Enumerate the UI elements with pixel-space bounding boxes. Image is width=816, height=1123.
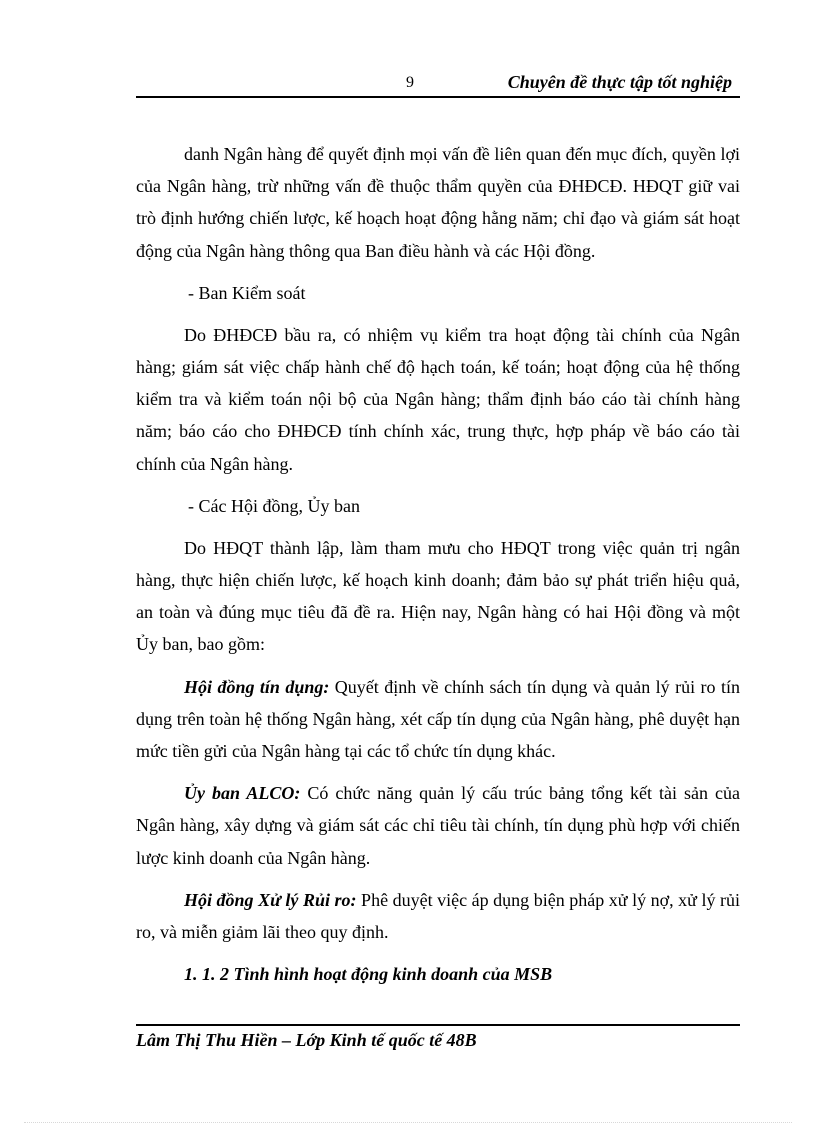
item-hoi-dong-tin-dung-label: Hội đồng tín dụng: bbox=[184, 676, 330, 697]
paragraph-hoi-dong-uy-ban: Do HĐQT thành lập, làm tham mưu cho HĐQT trong việc quản trị ngân hàng, thực hiện chiến lược, kế hoạch kinh doanh; đảm bảo sự phát triển hiệu quả, an toàn và đúng mục tiêu đã đề ra. Hiện nay, Ngân hàng có hai Hội đồng và một Ủy ban, bao gồm: bbox=[136, 537, 740, 655]
item-hoi-dong-xu-ly-rui-ro-label: Hội đồng Xử lý Rủi ro: bbox=[184, 889, 357, 910]
item-uy-ban-alco-text: Có chức năng quản lý cấu trúc bảng tổng kết tài sản của Ngân hàng, xây dựng và giám sát các chỉ tiêu tài chính, tín dụng phù hợp với chiến lược kinh doanh của Ngân hàng. bbox=[136, 783, 740, 868]
item-hoi-dong-xu-ly-rui-ro bbox=[136, 884, 740, 948]
page-number: 9 bbox=[406, 74, 414, 91]
bullet-ban-kiem-soat: - Ban Kiểm soát bbox=[188, 282, 306, 303]
header-rule bbox=[136, 96, 740, 98]
paragraph-ban-kiem-soat: Do ĐHĐCĐ bầu ra, có nhiệm vụ kiểm tra hoạt động tài chính của Ngân hàng; giám sát việc chấp hành chế độ hạch toán, kế toán; hoạt động của hệ thống kiểm tra và kiểm toán nội bộ của Ngân hàng; thẩm định báo cáo tài chính hàng năm; báo cáo cho ĐHĐCĐ tính chính xác, trung thực, hợp pháp về báo cáo tài chính của Ngân hàng. bbox=[136, 324, 740, 474]
item-hoi-dong-tin-dung bbox=[136, 671, 740, 768]
section-heading: 1. 1. 2 Tình hình hoạt động kinh doanh của MSB bbox=[184, 964, 553, 985]
bullet-hoi-dong-uy-ban: - Các Hội đồng, Ủy ban bbox=[188, 495, 360, 516]
header-title: Chuyên đề thực tập tốt nghiệp bbox=[507, 72, 732, 92]
paragraph-hdqt: danh Ngân hàng để quyết định mọi vấn đề liên quan đến mục đích, quyền lợi của Ngân hàng, trừ những vấn đề thuộc thẩm quyền của ĐHĐCĐ. HĐQT giữ vai trò định hướng chiến lược, kế hoạch hoạt động hằng năm; chỉ đạo và giám sát hoạt động của Ngân hàng thông qua Ban điều hành và các Hội đồng. bbox=[136, 144, 740, 261]
page-footer: Lâm Thị Thu Hiền – Lớp Kinh tế quốc tế 48B bbox=[136, 1030, 477, 1050]
item-uy-ban-alco-label: Ủy ban ALCO: bbox=[184, 783, 301, 804]
page-body bbox=[136, 138, 740, 990]
item-hoi-dong-tin-dung-text: Quyết định về chính sách tín dụng và quản lý rủi ro tín dụng trên toàn hệ thống Ngân hàng, xét cấp tín dụng của Ngân hàng, phê duyệt hạn mức tiền gửi của Ngân hàng tại các tổ chức tín dụng khác. bbox=[136, 676, 740, 762]
page-header bbox=[136, 70, 740, 98]
item-hoi-dong-xu-ly-rui-ro-text: Phê duyệt việc áp dụng biện pháp xử lý nợ, xử lý rủi ro, và miễn giảm lãi theo quy định. bbox=[136, 889, 741, 943]
item-uy-ban-alco bbox=[136, 777, 740, 874]
footer-rule bbox=[136, 1024, 740, 1026]
